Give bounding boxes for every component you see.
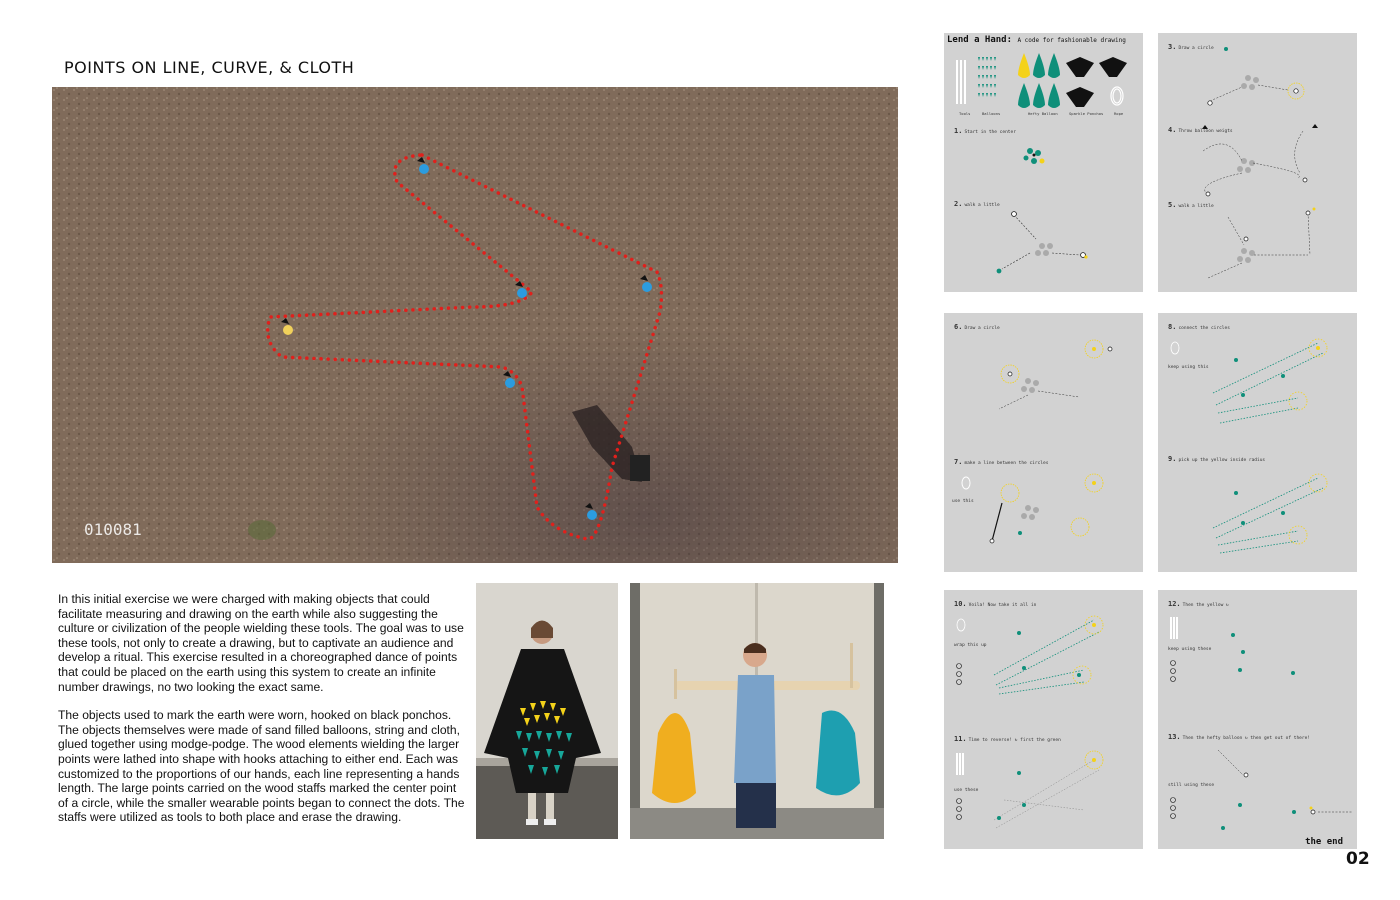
step-10: 10. Voila! Now take it all in (954, 600, 1037, 608)
tools-legend (956, 60, 966, 104)
frame-number: 010081 (84, 520, 142, 539)
step-11: 11. Time to reverse! ↻ first the green (954, 735, 1061, 743)
step2-drawing (997, 212, 1088, 274)
step-6: 6. Draw a circle (954, 323, 1000, 331)
step6-drawing (999, 340, 1112, 409)
note-keep-using-these: keep using these (1168, 647, 1212, 652)
step-12: 12. Then the yellow ↻ (1168, 600, 1229, 608)
hefty-balloon-legend (1018, 53, 1060, 108)
legend-sparkle-ponchos: Sparkle Ponchos (1069, 111, 1104, 116)
step-5: 5. walk a little (1168, 201, 1214, 209)
step-3: 3. Draw a circle (1168, 43, 1214, 51)
sparkle-ponchos-legend (1066, 57, 1127, 107)
step-13: 13. Then the hefty balloon ↻ then get out of there! (1168, 733, 1311, 741)
step1-drawing (1024, 148, 1045, 164)
step-9: 9. pick up the yellow inside radius (1168, 455, 1266, 463)
step5-drawing (1208, 208, 1316, 279)
the-end-label: the end (1305, 837, 1343, 847)
note-use-this: use this (952, 499, 974, 504)
page-number: 02 (1346, 849, 1370, 869)
note-still-using-these: still using these (1168, 783, 1215, 788)
page-title: POINTS ON LINE, CURVE, & CLOTH (64, 58, 355, 77)
paragraph-1: In this initial exercise we were charged with making objects that could facilitate measuring and drawing on the earth while also suggesting the culture or civilization of the people wielding these tools. The goal was to use these tools, not only to create a drawing, but to captivate an audience and develop a ritual. This exercise resulted in a choreographed dance of points that could be placed on the earth using this system to create an infinite number drawings, no two looking the exact same. (58, 592, 464, 694)
note-wrap-this-up: wrap this up (954, 643, 987, 648)
diagram-panel-steps-3-5 (1158, 33, 1357, 292)
step-7: 7. make a line between the circles (954, 458, 1049, 466)
legend-hefty-balloon: Hefty Balloon (1028, 111, 1058, 116)
poncho-photo (476, 583, 618, 839)
rope-legend (1111, 87, 1123, 105)
diagram-panel-steps-12-13 (1158, 590, 1357, 849)
legend-balloons: Balloons (982, 111, 1001, 116)
step13-drawing (1171, 750, 1354, 830)
step10-drawing (957, 616, 1103, 694)
balloons-legend (978, 57, 996, 97)
legend-rope: Rope (1114, 111, 1124, 116)
diagram-panel-steps-8-9 (1158, 313, 1357, 572)
step-8: 8. connect the circles (1168, 323, 1230, 331)
diagram-panel-steps-10-11 (944, 590, 1143, 849)
step9-drawing (1213, 474, 1327, 553)
diagram-panel-legend (944, 33, 1143, 292)
note-keep-using-this: keep using this (1168, 365, 1209, 370)
step-1: 1. Start in the center (954, 127, 1016, 135)
description-text (58, 592, 468, 839)
step-2: 2. walk a little (954, 200, 1000, 208)
step-4: 4. Throw balloon weigts (1168, 126, 1233, 134)
note-use-these: use these (954, 788, 979, 793)
aerial-photo (52, 87, 898, 563)
paragraph-2: The objects used to mark the earth were worn, hooked on black ponchos. The objects themselves were made of sand filled balloons, string and cloth, glued together using modge-podge. The wood elements wielding the larger points were lathed into shape with hooks attaching to either end. Each was customized to the proportions of our hands, each line representing a hands length. The large points carried on the wood staffs marked the center point of a circle, while the smaller wearable points began to connect the dots. The staffs were utilized as tools to both place and erase the drawing. (58, 708, 465, 825)
step4-drawing (1202, 124, 1318, 196)
diagram-panel-steps-6-7 (944, 313, 1143, 572)
step3-drawing (1208, 47, 1304, 105)
step8-drawing (1171, 339, 1327, 423)
aerial-drawing (52, 87, 898, 563)
staff-photo (630, 583, 884, 839)
step7-drawing (962, 474, 1103, 543)
diagram-title: Lend a Hand: A code for fashionable drawing (947, 35, 1126, 45)
legend-tools: Tools (959, 111, 971, 116)
